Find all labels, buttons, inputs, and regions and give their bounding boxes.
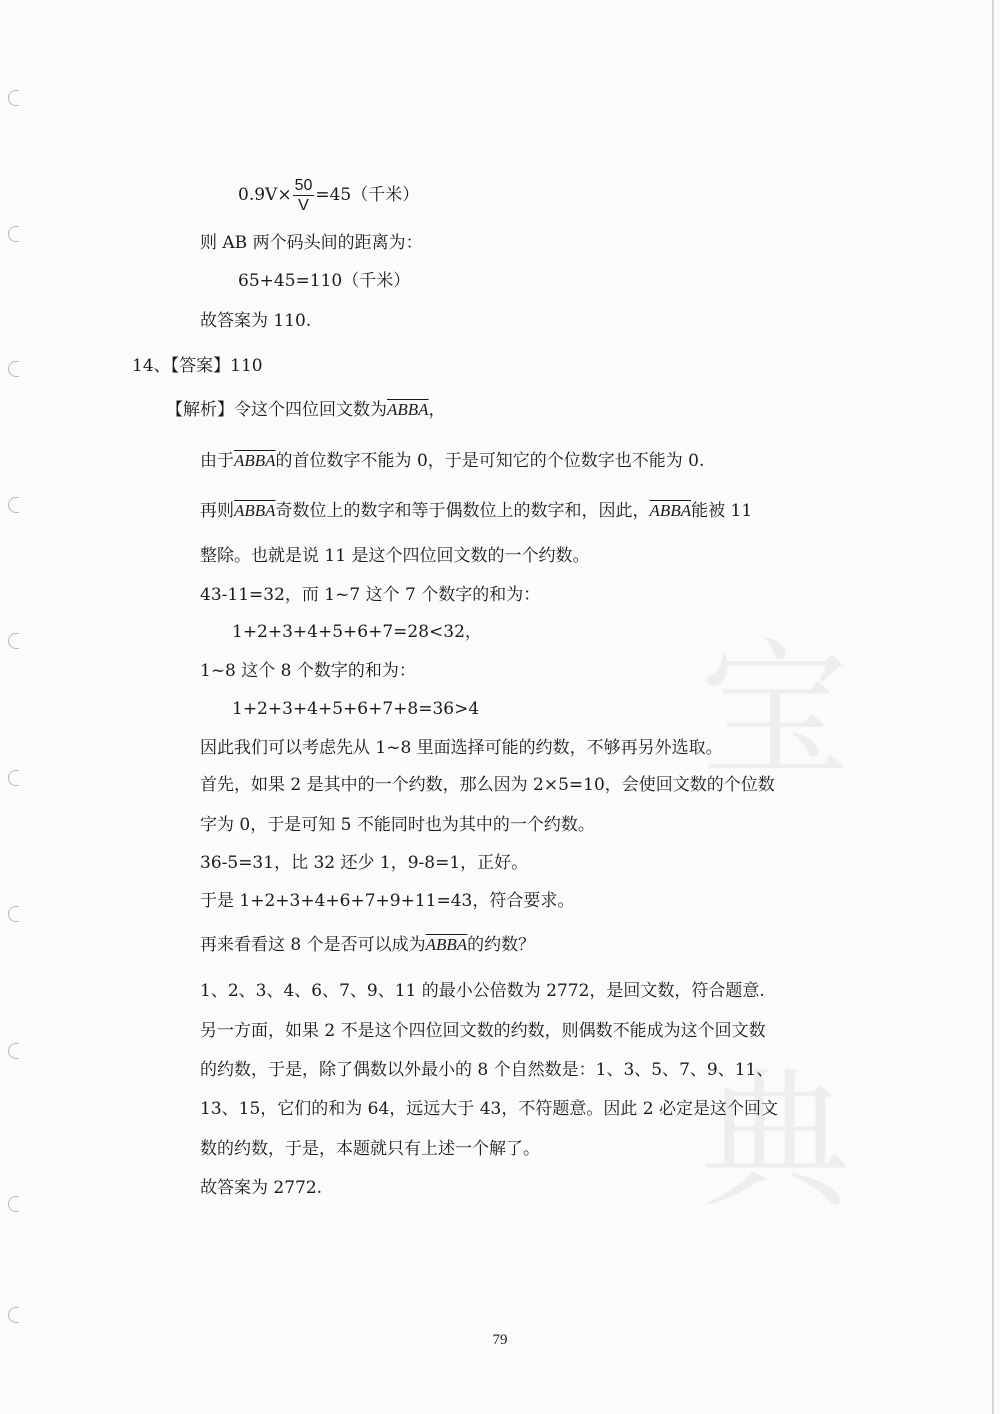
text-line: [200, 450, 704, 472]
binding-hole: [8, 1196, 19, 1212]
overline-number: ABBA: [234, 451, 276, 470]
text-span: 由于: [200, 451, 234, 471]
text-line: [200, 500, 752, 522]
binding-hole: [8, 226, 19, 242]
formula-right: =45（千米）: [315, 185, 420, 205]
text-span: 的首位数字不能为 0，于是可知它的个位数字也不能为 0.: [275, 451, 705, 471]
overline-number: ABBA: [649, 501, 692, 520]
text-line: 首先，如果 2 是其中的一个约数，那么因为 2×5=10，会使回文数的个位数: [200, 775, 775, 795]
text-line: 65+45=110（千米）: [238, 271, 411, 291]
text-span: 奇数位上的数字和等于偶数位上的数字和，因此，: [275, 501, 650, 521]
text-span: 的约数？: [467, 935, 536, 955]
text-span: 再来看看这 8 个是否可以成为: [200, 935, 426, 955]
overline-number: ABBA: [234, 501, 276, 520]
text-line: 整除。也就是说 11 是这个四位回文数的一个约数。: [200, 546, 590, 566]
text-line: 36-5=31，比 32 还少 1，9-8=1，正好。: [200, 853, 529, 873]
text-line: 字为 0，于是可知 5 不能同时也为其中的一个约数。: [200, 815, 595, 835]
text-line: 故答案为 2772.: [200, 1178, 323, 1198]
text-line: 1、2、3、4、6、7、9、11 的最小公倍数为 2772，是回文数，符合题意.: [200, 981, 765, 1001]
text-line: 1+2+3+4+5+6+7+8=36>4: [232, 699, 480, 719]
text-line: 于是 1+2+3+4+6+7+9+11=43，符合要求。: [200, 891, 575, 911]
question-answer-heading: 14、【答案】110: [132, 356, 263, 376]
text-line: 则 AB 两个码头间的距离为：: [200, 233, 423, 253]
page-number: 79: [492, 1332, 508, 1348]
binding-hole: [8, 1043, 19, 1059]
formula-line: [238, 176, 419, 215]
text-span: 再则: [200, 501, 234, 521]
text-line: [166, 399, 446, 421]
watermark-char: 典: [700, 1055, 851, 1229]
binding-hole: [8, 497, 19, 513]
text-line: 因此我们可以考虑先从 1~8 里面选择可能的约数，不够再另外选取。: [200, 738, 723, 758]
text-span: 【解析】令这个四位回文数为: [166, 400, 387, 420]
formula-left: 0.9V×: [238, 185, 292, 205]
overline-number: ABBA: [425, 935, 468, 954]
overline-number: ABBA: [387, 400, 429, 419]
binding-hole: [8, 361, 19, 377]
fraction-denominator: V: [298, 197, 309, 214]
text-line: 13、15，它们的和为 64，远远大于 43，不符题意。因此 2 必定是这个回文: [200, 1099, 778, 1119]
text-span: 能被 11: [691, 501, 753, 521]
binding-hole: [8, 1307, 19, 1323]
binding-hole: [8, 770, 19, 786]
binding-hole: [8, 90, 19, 106]
text-line: 另一方面，如果 2 不是这个四位回文数的约数，则偶数不能成为这个回文数: [200, 1021, 766, 1041]
text-line: 数的约数，于是，本题就只有上述一个解了。: [200, 1139, 540, 1159]
text-line: 1~8 这个 8 个数字的和为：: [200, 661, 416, 681]
text-line: 43-11=32，而 1~7 这个 7 个数字的和为：: [200, 585, 541, 605]
text-line: 故答案为 110.: [200, 311, 312, 331]
binding-hole: [8, 906, 19, 922]
binding-hole: [8, 633, 19, 649]
text-line: [200, 934, 535, 956]
fraction: [293, 176, 315, 215]
text-span: ，: [428, 400, 446, 420]
fraction-numerator: 50: [294, 177, 313, 194]
text-line: 1+2+3+4+5+6+7=28<32，: [232, 622, 482, 642]
text-line: 的约数，于是，除了偶数以外最小的 8 个自然数是：1、3、5、7、9、11、: [200, 1060, 774, 1080]
watermark-char: 宝: [700, 625, 851, 799]
page-edge: [992, 0, 994, 1414]
